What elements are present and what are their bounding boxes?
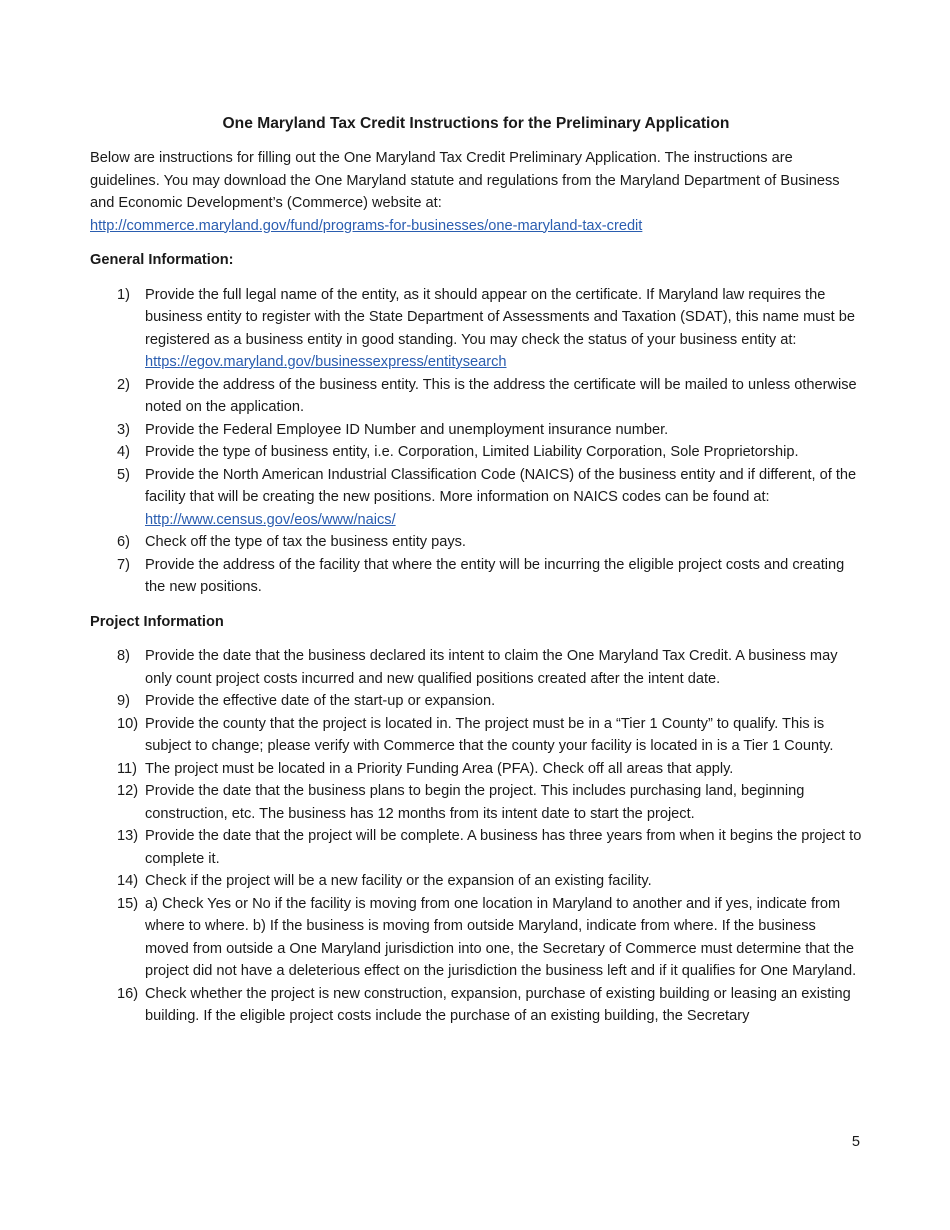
project-information-heading: Project Information bbox=[90, 613, 224, 630]
item-number: 6) bbox=[117, 534, 130, 550]
list-item bbox=[90, 531, 862, 554]
intro-paragraph bbox=[90, 147, 862, 237]
item-number: 13) bbox=[117, 828, 139, 844]
general-information-list bbox=[90, 284, 862, 599]
item-number: 12) bbox=[117, 783, 139, 799]
list-item bbox=[90, 758, 862, 781]
list-item bbox=[90, 870, 862, 893]
item-text: Provide the Federal Employee ID Number and unemployment insurance number. bbox=[145, 421, 669, 438]
document-title: One Maryland Tax Credit Instructions for the Preliminary Application bbox=[222, 115, 730, 132]
item-text: Check off the type of tax the business entity pays. bbox=[145, 534, 466, 550]
item-text: The project must be located in a Priority Funding Area (PFA). Check off all areas that apply. bbox=[145, 760, 734, 777]
item-number: 8) bbox=[117, 648, 130, 664]
item-text: Provide the date that the project will be complete. A business has three years from when it begins the project to complete it. bbox=[145, 828, 862, 867]
sdat-entity-search-link[interactable]: https://egov.maryland.gov/businessexpress/entitysearch bbox=[145, 354, 507, 370]
item-number: 9) bbox=[117, 693, 130, 709]
item-text: Provide the date that the business plans to begin the project. This includes purchasing land, beginning construction, etc. The business has 12 months from its intent date to start the project. bbox=[145, 783, 805, 822]
item-text: Provide the North American Industrial Classification Code (NAICS) of the business entity and if different, of the facility that will be creating the new positions. More information on NAICS codes can be found at: bbox=[145, 466, 857, 505]
general-information-heading: General Information: bbox=[90, 252, 234, 268]
item-number: 7) bbox=[117, 556, 130, 573]
item-number: 14) bbox=[117, 873, 139, 889]
item-text: Provide the type of business entity, i.e. Corporation, Limited Liability Corporation, Sole Proprietorship. bbox=[145, 444, 799, 460]
item-number: 3) bbox=[117, 421, 130, 438]
item-text: Provide the address of the facility that where the entity will be incurring the eligible project costs and creating the new positions. bbox=[145, 556, 845, 595]
item-text: Check whether the project is new construction, expansion, purchase of existing building or leasing an existing building. If the eligible project costs include the purchase of an existing building, the Secretary bbox=[145, 985, 851, 1024]
item-number: 2) bbox=[117, 376, 130, 393]
list-item bbox=[90, 284, 862, 374]
item-text: Provide the county that the project is located in. The project must be in a “Tier 1 County” to qualify. This is subject to change; please verify with Commerce that the county your facility is located in is a Tier 1 County. bbox=[145, 715, 834, 754]
item-text: a) Check Yes or No if the facility is moving from one location in Maryland to another and if yes, indicate from where to where. b) If the business is moving from outside Maryland, indicate from where. If the business moved from outside a One Maryland jurisdiction into one, the Secretary of Commerce must determine that the project did not have a deleterious effect on the jurisdiction the business left and if it qualifies for One Maryland. bbox=[145, 895, 857, 979]
document-page bbox=[90, 110, 862, 1040]
item-number: 10) bbox=[117, 715, 139, 732]
item-number: 15) bbox=[117, 895, 139, 912]
commerce-website-link[interactable]: http://commerce.maryland.gov/fund/programs-for-businesses/one-maryland-tax-credit bbox=[90, 217, 643, 234]
item-number: 11) bbox=[117, 760, 138, 777]
list-item bbox=[90, 893, 862, 983]
item-number: 16) bbox=[117, 985, 139, 1002]
list-item bbox=[90, 645, 862, 690]
item-number: 4) bbox=[117, 444, 130, 460]
item-text: Check if the project will be a new facility or the expansion of an existing facility. bbox=[145, 873, 652, 889]
list-item bbox=[90, 713, 862, 758]
item-text: Provide the full legal name of the entity, as it should appear on the certificate. If Maryland law requires the business entity to register with the State Department of Assessments and Taxation (SDAT), this name must be registered as a business entity in good standing. You may check the status of your business entity at: bbox=[145, 286, 856, 348]
project-information-list bbox=[90, 645, 862, 1028]
list-item bbox=[90, 690, 862, 713]
page-number: 5 bbox=[851, 1134, 860, 1150]
intro-text: Below are instructions for filling out the One Maryland Tax Credit Preliminary Application. The instructions are guidelines. You may download the One Maryland statute and regulations from the Maryland Department of Business and Economic Development’s (Commerce) website at: bbox=[90, 150, 840, 211]
item-text: Provide the effective date of the start-up or expansion. bbox=[145, 693, 496, 709]
list-item bbox=[90, 464, 862, 532]
item-number: 1) bbox=[117, 286, 130, 303]
list-item bbox=[90, 554, 862, 599]
list-item bbox=[90, 983, 862, 1028]
item-text: Provide the address of the business entity. This is the address the certificate will be mailed to unless otherwise noted on the application. bbox=[145, 376, 857, 415]
list-item bbox=[90, 419, 862, 442]
list-item bbox=[90, 374, 862, 419]
list-item bbox=[90, 825, 862, 870]
list-item bbox=[90, 441, 862, 464]
naics-link[interactable]: http://www.census.gov/eos/www/naics/ bbox=[145, 511, 396, 528]
list-item bbox=[90, 780, 862, 825]
item-text: Provide the date that the business declared its intent to claim the One Maryland Tax Credit. A business may only count project costs incurred and new qualified positions created after the intent date. bbox=[145, 648, 838, 687]
item-number: 5) bbox=[117, 466, 130, 483]
